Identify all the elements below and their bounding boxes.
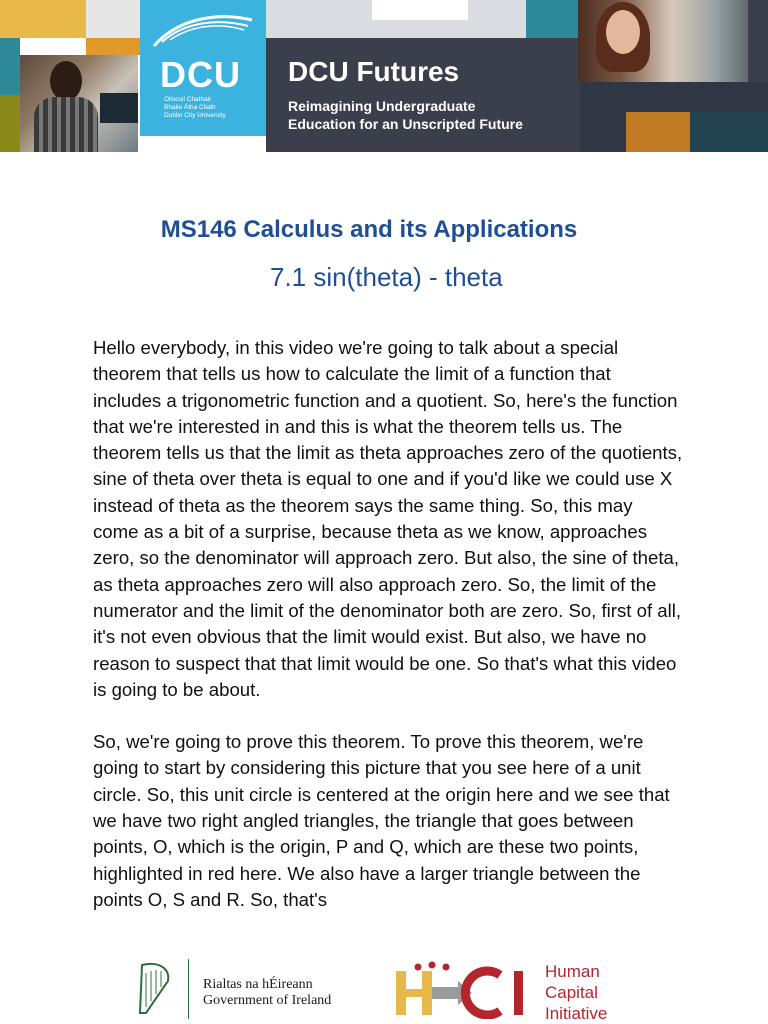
banner-block-amber: [626, 112, 690, 152]
hci-wordmark: [545, 961, 607, 1024]
transcript-body: [93, 335, 683, 939]
dcu-logo-subtitle: [164, 96, 226, 120]
banner-subtitle-line-1: Reimagining Undergraduate: [288, 98, 476, 114]
students-photo: [20, 55, 138, 152]
harp-icon: [136, 961, 174, 1017]
lesson-title: 7.1 sin(theta) - theta: [270, 262, 503, 292]
footer-logos: [0, 955, 768, 1024]
transcript-paragraph: So, we're going to prove this theorem. To prove this theorem, we're going to start by considering this picture that you see here of a unit circle. So, this unit circle is centered at the origin here and we see that we have two right angled triangles, the triangle that goes between points, O, which is the origin, P and Q, which are these two points, highlighted in red here. We also have a larger triangle between the points O, S and R. So, that's: [93, 731, 670, 910]
gov-name-irish: Rialtas na hÉireann: [203, 977, 313, 992]
banner-block-gray: [86, 0, 140, 38]
banner-block-orange: [86, 38, 140, 55]
course-title: MS146 Calculus and its Applications: [160, 216, 578, 243]
banner-block-teal-right: [526, 0, 578, 38]
banner-subtitle: [288, 97, 523, 133]
dcu-logo: [140, 0, 266, 136]
hci-line-capital: Capital: [545, 983, 598, 1002]
banner-block-slate-2: [690, 112, 768, 152]
banner-subtitle-line-2: Education for an Unscripted Future: [288, 116, 523, 132]
dcu-logo-text: DCU: [160, 54, 241, 95]
gov-divider: [188, 959, 189, 1019]
header-banner: [0, 0, 768, 152]
banner-block-olive: [0, 95, 20, 152]
hci-line-initiative: Initiative: [545, 1004, 608, 1023]
student-photo-right: [578, 0, 748, 82]
dcu-sub-line-irish-1: Ollscoil Chathair: [164, 96, 212, 103]
gov-name-english: Government of Ireland: [203, 993, 332, 1008]
dcu-sub-line-english: Dublin City University: [164, 112, 226, 119]
hci-logo-icon: [392, 961, 542, 1019]
hci-line-human: Human: [545, 962, 600, 981]
dcu-sub-line-irish-2: Bhaile Átha Cliath: [164, 104, 216, 111]
dcu-swoosh-icon: [148, 12, 258, 48]
banner-block-slate: [748, 0, 768, 82]
banner-title: DCU Futures: [288, 56, 460, 87]
banner-block-gold: [0, 0, 86, 38]
transcript-paragraph: Hello everybody, in this video we're going to talk about a special theorem that tells us how to calculate the limit of a function that includes a trigonometric function and a quotient. So, here's the function that we're interested in and this is what the theorem tells us. The theorem tells us that the limit as theta approaches zero of the quotients, sine of theta over theta is equal to one and if you'd like we could use X instead of theta as the theorem says the same thing. So, this may come as a bit of a surprise, because theta as we know, approaches zero, so the denominator will approach zero. But also, the sine of theta, as theta approaches zero will also approach zero. So, the limit of the numerator and the limit of the denominator both are zero. So, first of all, it's not even obvious that the limit would exist. But also, we have no reason to suspect that that limit would be one. So that's what this video is going to be about.: [93, 337, 683, 700]
banner-block-white: [372, 0, 468, 20]
